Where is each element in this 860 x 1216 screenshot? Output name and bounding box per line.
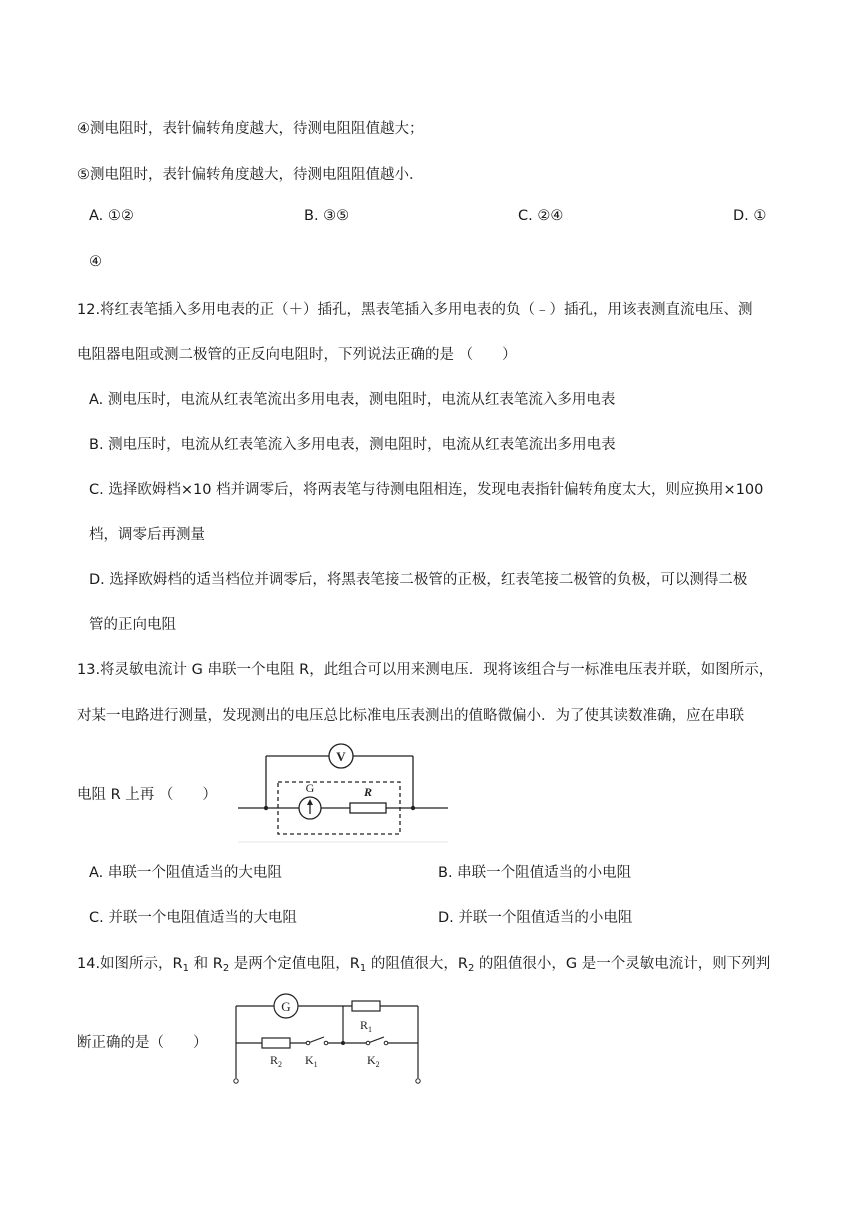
q11-option-d[interactable]: D. ① <box>733 208 767 224</box>
q12-stem-line-1: 12.将红表笔插入多用电表的正（＋）插孔，黑表笔插入多用电表的负（﹣）插孔，用该表测直流电压、测 <box>77 302 753 318</box>
q14-galvanometer-label: G <box>281 999 291 1014</box>
q13-option-c[interactable]: C. 并联一个电阻值适当的大电阻 <box>89 910 297 926</box>
resistor-r2 <box>262 1038 290 1048</box>
resistor-r <box>350 803 386 813</box>
k2-label: $K_2$ <box>367 1053 380 1069</box>
q11-option-c[interactable]: C. ②④ <box>518 208 564 224</box>
q12-option-c-continued: 档，调零后再测量 <box>89 527 205 543</box>
q14-stem-line-1: 14.如图所示，$R_1$ 和 $R_2$ 是两个定值电阻，$R_1$ 的阻值很大，$R_2$ 的阻值很小，G 是一个灵敏电流计，则下列判 <box>77 956 771 974</box>
q12-option-a[interactable]: A. 测电压时，电流从红表笔流出多用电表，测电阻时，电流从红表笔流入多用电表 <box>89 392 616 408</box>
resistor-label: R <box>363 785 373 799</box>
q14-stem-line-2: 断正确的是（ ） <box>77 1035 208 1051</box>
voltmeter-label: V <box>336 749 346 764</box>
q12-option-b[interactable]: B. 测电压时，电流从红表笔流入多用电表，测电阻时，电流从红表笔流出多用电表 <box>89 437 616 453</box>
q13-circuit-diagram <box>238 740 448 846</box>
q12-option-d[interactable]: D. 选择欧姆档的适当档位并调零后，将黑表笔接二极管的正极，红表笔接二极管的负极，可以测得二极 <box>89 572 748 588</box>
q14-circuit-diagram <box>228 992 428 1087</box>
q11-statement-5: ⑤测电阻时，表针偏转角度越大，待测电阻阻值越小． <box>77 167 424 183</box>
q12-stem-line-2: 电阻器电阻或测二极管的正反向电阻时，下列说法正确的是 （ ） <box>77 347 517 363</box>
r1-label: $R_1$ <box>360 1018 373 1034</box>
q11-statement-4: ④测电阻时，表针偏转角度越大，待测电阻阻值越大； <box>77 121 424 137</box>
q11-option-b[interactable]: B. ③⑤ <box>304 208 350 224</box>
q11-option-a[interactable]: A. ①② <box>89 208 134 224</box>
q13-stem-line-1: 13.将灵敏电流计 G 串联一个电阻 R，此组合可以用来测电压．现将该组合与一标准电压表并联，如图所示， <box>77 662 774 678</box>
r2-label: $R_2$ <box>270 1053 283 1069</box>
k1-label: $K_1$ <box>305 1053 318 1069</box>
q11-option-d-continued: ④ <box>89 254 102 270</box>
q13-stem-line-3: 电阻 R 上再 （ ） <box>77 787 217 803</box>
q13-option-a[interactable]: A. 串联一个阻值适当的大电阻 <box>89 865 282 881</box>
q12-option-d-continued: 管的正向电阻 <box>89 617 176 633</box>
resistor-r1 <box>352 1001 380 1011</box>
q13-option-d[interactable]: D. 并联一个阻值适当的小电阻 <box>438 910 633 926</box>
q13-option-b[interactable]: B. 串联一个阻值适当的小电阻 <box>438 865 632 881</box>
q13-stem-line-2: 对某一电路进行测量，发现测出的电压总比标准电压表测出的值略微偏小．为了使其读数准确，应在串联 <box>77 708 744 724</box>
q12-option-c[interactable]: C. 选择欧姆档×10 档并调零后，将两表笔与待测电阻相连，发现电表指针偏转角度太大，则应换用×100 <box>89 482 764 498</box>
galvanometer-label: G <box>305 781 315 795</box>
